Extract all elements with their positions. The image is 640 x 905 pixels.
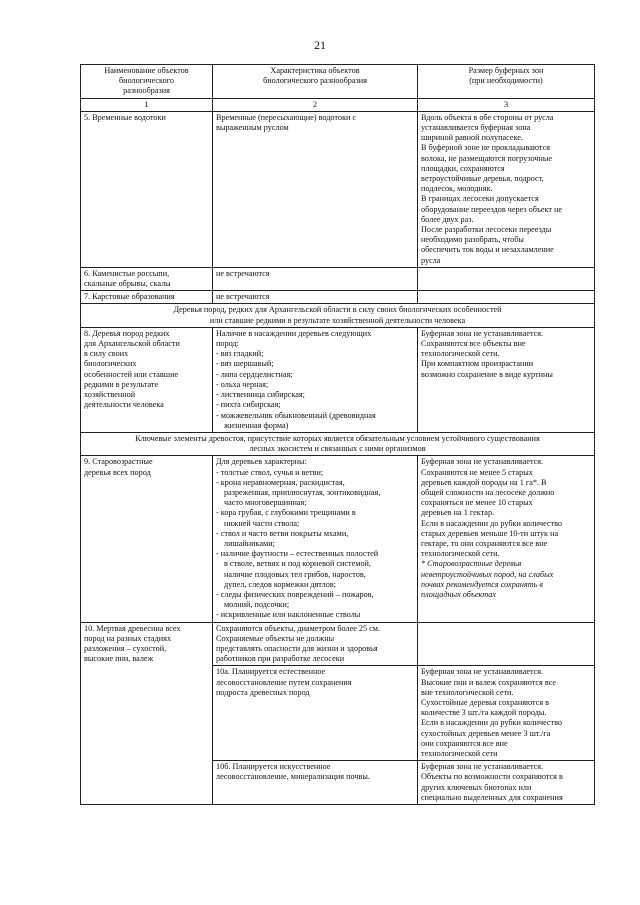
text-line: они сохраняются все вне	[421, 738, 508, 748]
text-line: 10. Мертвая древесина всех	[84, 623, 181, 633]
text-line: Характеристика объектов	[270, 66, 360, 75]
row9-buffer	[418, 456, 595, 622]
row5-name: 5. Временные водотоки	[81, 111, 213, 267]
table-header-row	[81, 65, 595, 99]
text-line: - можжевельник обыкновенный (древовидная	[216, 410, 376, 420]
text-line: Буферная зона не устанавливается.	[421, 762, 544, 772]
text-line: для Архангельской области	[84, 339, 180, 349]
text-line: Сохраняются все объекты вне	[421, 339, 526, 349]
text-line: - следы физических повреждений – пожаров,	[216, 589, 374, 599]
column-number-row	[81, 98, 595, 111]
text-line: - кора грубая, с глубокими трещинами в	[216, 508, 356, 518]
text-line: * Старовозрастные деревья	[421, 559, 522, 569]
text-line: Объекты по возможности сохраняются в	[421, 772, 563, 782]
text-line: деятельности человека	[84, 400, 164, 410]
text-line: деревьев на 1 гектар.	[421, 508, 495, 518]
row10-char-intro	[213, 622, 418, 666]
text-line: Буферная зона не устанавливается.	[421, 457, 544, 467]
text-line: лесных экосистем и связанных с ними организмов	[249, 444, 426, 454]
text-line: нижней части ствола;	[224, 518, 300, 528]
text-line: - вяз шершавый;	[216, 359, 274, 369]
text-line: оборудование переездов через объект не	[421, 204, 563, 214]
text-line: подроста древесных пород	[216, 687, 310, 697]
text-line: разнообразия	[123, 86, 170, 96]
text-line: работников при разработке лесосеки	[216, 654, 345, 664]
row6-buffer	[418, 267, 595, 290]
row7-char: не встречаются	[213, 291, 418, 304]
text-line: часто многовершинная;	[224, 498, 307, 508]
text-line: Для деревьев характерны:	[216, 457, 307, 467]
text-line: Буферная зона не устанавливается.	[421, 667, 544, 677]
text-line: вне технологической сети.	[421, 687, 514, 697]
text-line: Если в насаждении до рубки количество	[421, 718, 563, 728]
row10b-char	[213, 761, 418, 805]
row8-name	[81, 327, 213, 432]
text-line: гектаре, то они сохраняются все вне	[421, 538, 548, 548]
header-col1	[81, 65, 213, 99]
text-line: лесовосстановление путем сохранения	[216, 677, 352, 687]
text-line: 9. Старовозрастные	[84, 457, 153, 467]
text-line: деревьев каждой породы на 1 га*. В	[421, 477, 547, 487]
text-line: деревья всех пород	[84, 467, 151, 477]
text-line: Ключевые элементы древостоя, присутствие которых является обязательным условием устойчивого существования	[135, 433, 540, 443]
row10a-buffer	[418, 666, 595, 761]
text-line: русла	[421, 255, 441, 265]
text-line: Сухостойные деревья сохраняются в	[421, 697, 550, 707]
table-row	[81, 622, 595, 666]
text-line: старых деревьев меньше 10-ти штук на	[421, 528, 559, 538]
table-row	[81, 327, 595, 432]
text-line: почвах рекомендуется сохранять в	[421, 579, 543, 589]
text-line: биологических	[84, 359, 137, 369]
text-line: сухостойных деревьев менее 3 шт./га	[421, 728, 551, 738]
text-line: пород на разных стадиях	[84, 633, 172, 643]
row9-char	[213, 456, 418, 622]
text-line: - ствол и часто ветви покрыты мхами,	[216, 528, 349, 538]
text-line: Сохраняемые объекты не должны	[216, 633, 335, 643]
biodiversity-table	[80, 64, 595, 805]
text-line: биологического разнообразия	[263, 76, 367, 86]
text-line: - искривленные или наклоненные стволы	[216, 610, 361, 620]
text-line: хозяйственной	[84, 390, 136, 400]
text-line: 8. Деревья пород редких	[84, 328, 170, 338]
text-line: биологического	[119, 76, 174, 86]
text-line: количестве 3 шт./га каждой породы.	[421, 708, 547, 718]
text-line: лишайниками;	[224, 538, 275, 548]
text-line: неветроустойчивых пород, на слабых	[421, 569, 554, 579]
row10-name	[81, 622, 213, 804]
row5-char	[213, 111, 418, 267]
text-line: Размер буферных зон	[468, 66, 544, 75]
text-line: Сохраняются не менее 5 старых	[421, 467, 533, 477]
row10a-char	[213, 666, 418, 761]
row8-buffer	[418, 327, 595, 432]
section-key-heading	[81, 432, 595, 455]
text-line: дупел, следов кормежки дятлов;	[224, 579, 337, 589]
row6-name	[81, 267, 213, 290]
text-line: технологической сети	[421, 749, 498, 758]
section-heading-row	[81, 432, 595, 455]
text-line: ветроустойчивые деревья, подрост,	[421, 174, 544, 184]
table-row	[81, 267, 595, 290]
text-line: - вяз гладкий;	[216, 349, 264, 359]
text-line: скальные обрывы, скалы	[84, 279, 171, 289]
col-number-3: 3	[418, 98, 595, 111]
text-line: жизненная форма)	[224, 420, 289, 430]
header-col3	[418, 65, 595, 99]
text-line: Вдоль объекта в обе стороны от русла	[421, 112, 554, 122]
row8-char	[213, 327, 418, 432]
text-line: При компактном произрастании	[421, 359, 534, 369]
row10-buffer-intro	[418, 622, 595, 666]
header-col2	[213, 65, 418, 99]
text-line: редкими в результате	[84, 379, 159, 389]
text-line: После разработки лесосеки переезды	[421, 225, 552, 235]
col-number-2: 2	[213, 98, 418, 111]
text-line: представлять опасности для жизни и здоровья	[216, 643, 378, 653]
text-line: наличие плодовых тел грибов, наростов,	[224, 569, 366, 579]
text-line: 6. Каменистые россыпи,	[84, 268, 170, 278]
text-line: лесовосстановление, минерализация почвы.	[216, 772, 370, 782]
text-line: в стволе, ветвях и под корневой системой,	[224, 559, 371, 569]
text-line: разложения – сухостой,	[84, 643, 167, 653]
text-line: - липа сердцелистная;	[216, 369, 293, 379]
text-line: технологической сети.	[421, 349, 500, 359]
row6-char: не встречаются	[213, 267, 418, 290]
row7-buffer	[418, 291, 595, 304]
text-line: специально выделенных для сохранения	[421, 792, 563, 802]
text-line: 10б. Планируется искусственное	[216, 762, 331, 772]
text-line: выраженным руслом	[216, 123, 289, 133]
section-heading-row	[81, 304, 595, 327]
text-line: Сохраняются объекты, диаметром более 25 см.	[216, 623, 381, 633]
text-line: - крона неравномерная, раскидистая,	[216, 477, 345, 487]
text-line: пород:	[216, 339, 239, 349]
text-line: Наименование объектов	[104, 66, 189, 75]
text-line: - толстые ствол, сучья и ветви;	[216, 467, 324, 477]
text-line: Деревья пород, редких для Архангельской области в силу своих биологических особенностей	[173, 305, 502, 315]
table-row	[81, 291, 595, 304]
row9-buffer-main	[421, 457, 591, 559]
text-line: площадки, сохраняются	[421, 163, 505, 173]
text-line: шириной равной полупасеке.	[421, 133, 523, 143]
text-line: (при необходимости)	[469, 76, 543, 86]
text-line: - наличие фаутности – естественных полостей	[216, 549, 379, 559]
text-line: необходимо разобрать, чтобы	[421, 235, 524, 245]
text-line: высокие пни, валеж	[84, 654, 154, 664]
text-line: разреженная, приплюснутая, зонтиковидная,	[224, 487, 381, 497]
row9-buffer-note	[421, 559, 591, 600]
text-line: - ольха черная;	[216, 379, 269, 389]
text-line: технологической сети.	[421, 549, 500, 559]
text-line: молний, подсочки;	[224, 600, 290, 610]
text-line: - пихта сибирская;	[216, 400, 281, 410]
col-number-1: 1	[81, 98, 213, 111]
text-line: Временные (пересыхающие) водотоки с	[216, 112, 357, 122]
text-line: или ставшие редкими в результате хозяйственной деятельности человека	[209, 315, 466, 325]
table-row	[81, 456, 595, 622]
text-line: В границах лесосеки допускается	[421, 194, 539, 204]
text-line: более двух раз.	[421, 214, 474, 224]
text-line: возможно сохранение в виде куртины	[421, 369, 553, 379]
text-line: обеспечить ток воды и незахламление	[421, 245, 554, 255]
text-line: Буферная зона не устанавливается.	[421, 328, 544, 338]
text-line: общей сложности на лесосеке должно	[421, 487, 555, 497]
text-line: Наличие в насаждении деревьев следующих	[216, 328, 372, 338]
row5-buffer	[418, 111, 595, 267]
table-row	[81, 111, 595, 267]
text-line: Если в насаждении до рубки количество	[421, 518, 563, 528]
row10b-buffer	[418, 761, 595, 805]
text-line: волока, не размещаются погрузочные	[421, 153, 552, 163]
text-line: В буферной зоне не прокладываются	[421, 143, 551, 153]
text-line: 10а. Планируется естественное	[216, 667, 326, 677]
text-line: других ключевых биотопах или	[421, 782, 532, 792]
text-line: площадных объектах	[421, 589, 497, 599]
text-line: - лиственница сибирская;	[216, 390, 305, 400]
text-line: подлесок, молодняк.	[421, 184, 493, 194]
page-number: 21	[314, 38, 326, 52]
text-line: Высокие пни и валеж сохраняются все	[421, 677, 557, 687]
section-trees-heading	[81, 304, 595, 327]
text-line: особенностей или ставшие	[84, 369, 179, 379]
text-line: в силу своих	[84, 349, 129, 359]
text-line: сохраняться не менее 10 старых	[421, 498, 533, 508]
row7-name: 7. Карстовые образования	[81, 291, 213, 304]
row9-name	[81, 456, 213, 622]
text-line: устанавливается буферная зона	[421, 123, 531, 133]
